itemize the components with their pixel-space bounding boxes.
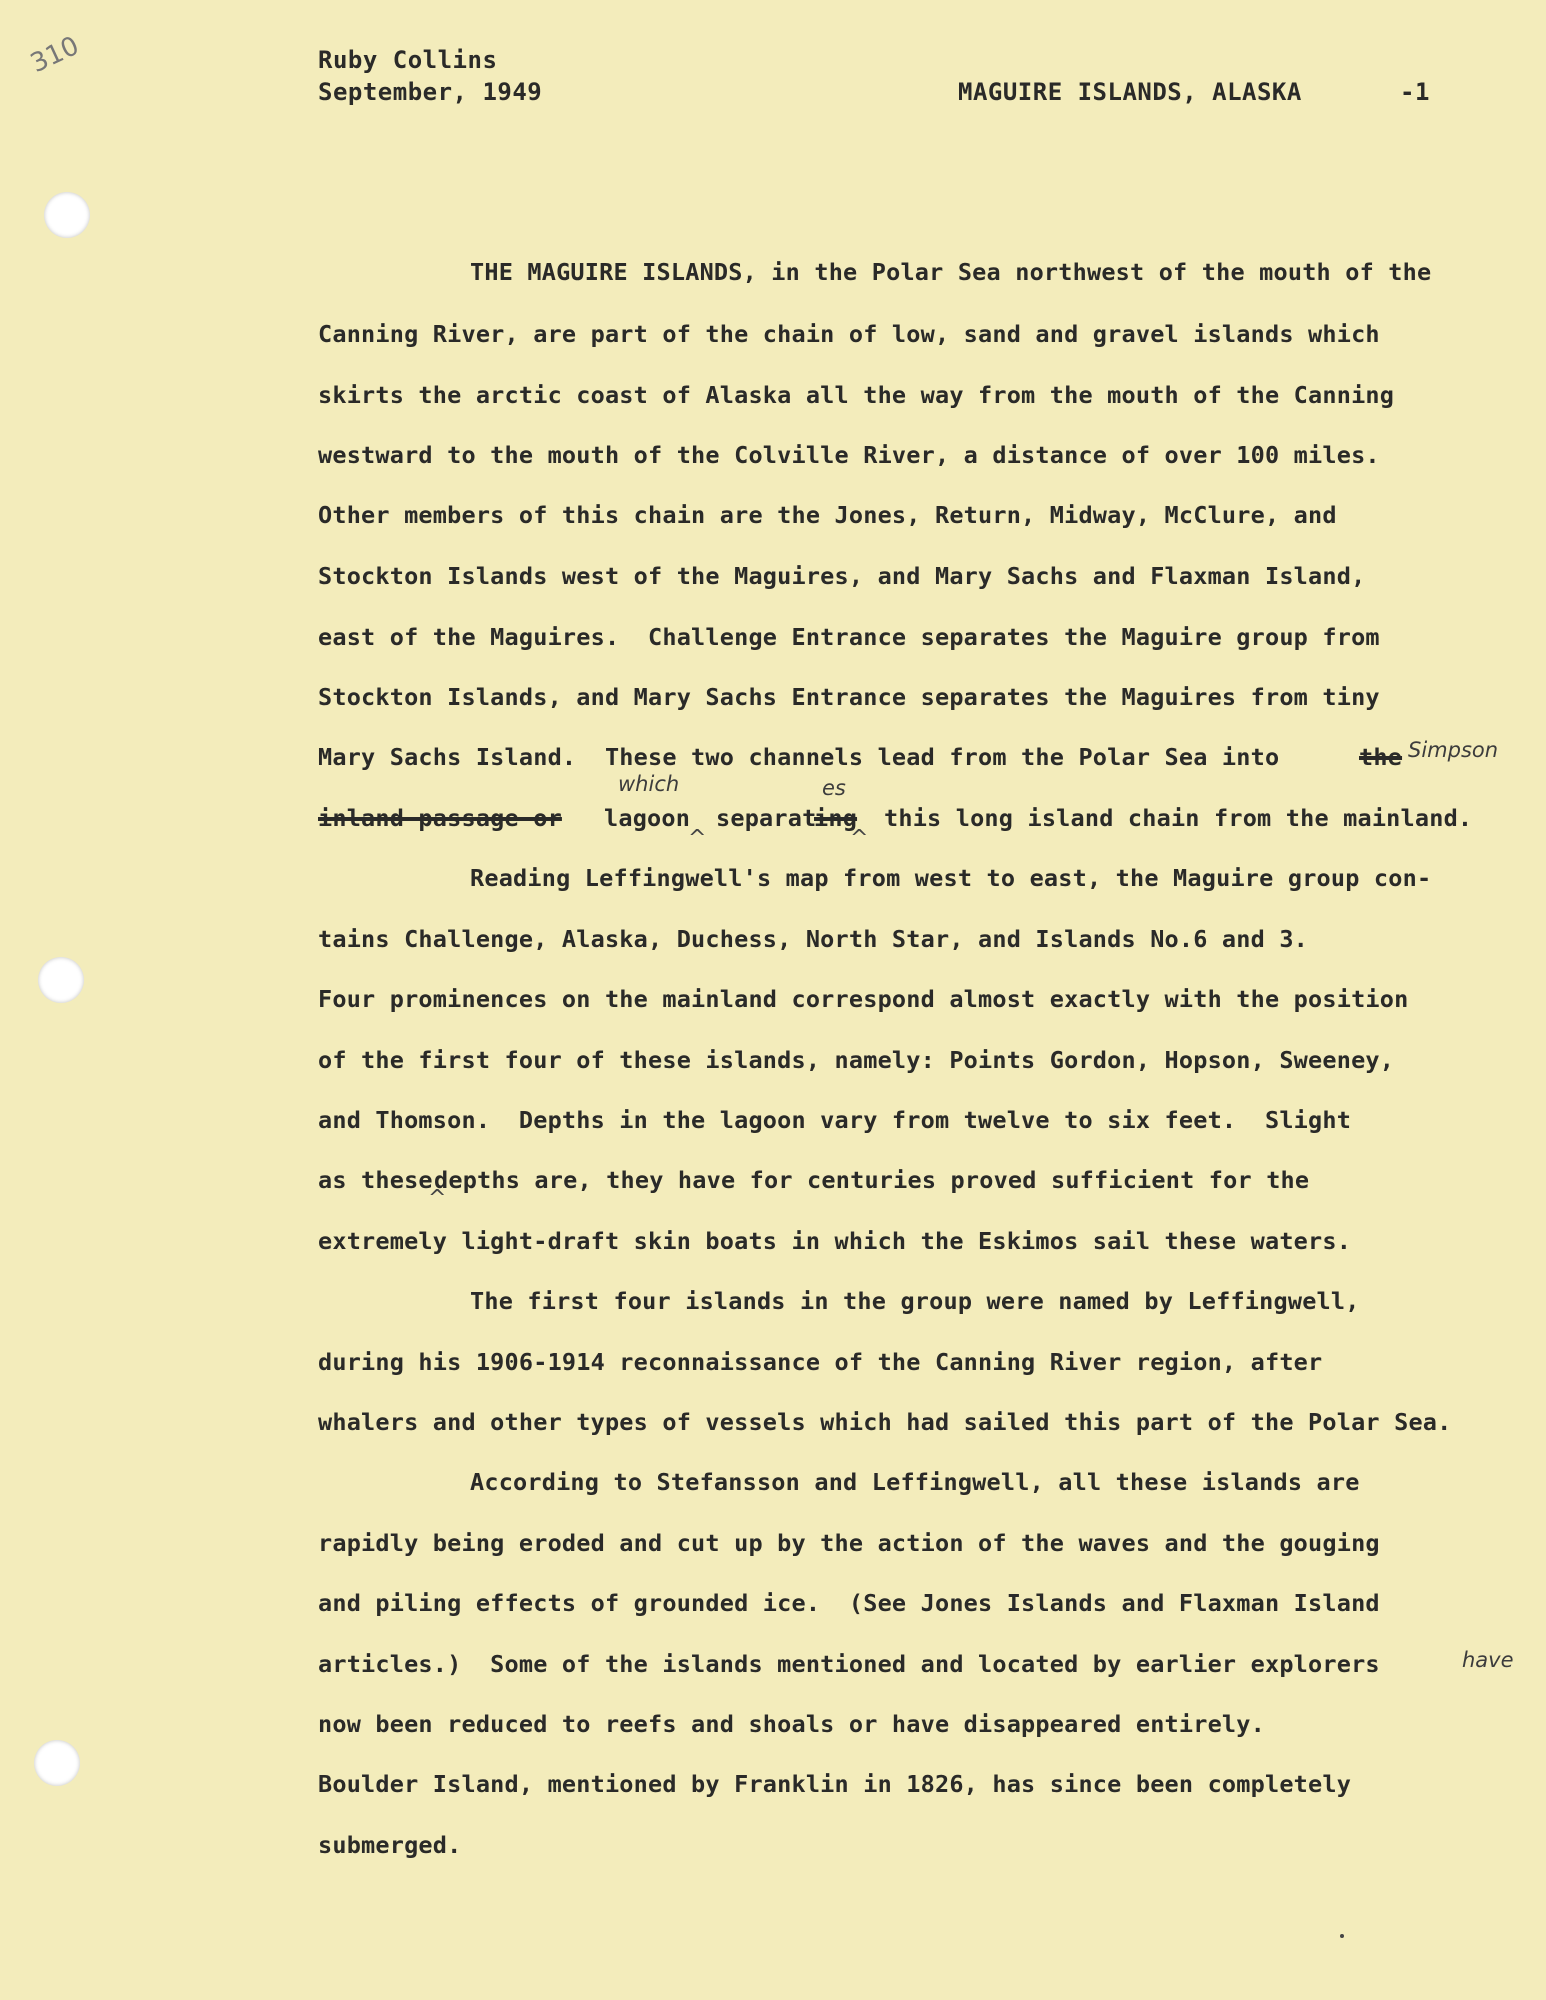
text-line: Reading Leffingwell's map from west to east, the Maguire group con- (470, 864, 1432, 892)
text-line: and Thomson. Depths in the lagoon vary from twelve to six feet. Slight (318, 1106, 1352, 1134)
punch-hole (34, 1740, 80, 1786)
struck-text: the (1359, 743, 1403, 771)
text-line: of the first four of these islands, namely: Points Gordon, Hopson, Sweeney, (318, 1046, 1395, 1074)
text-line: Stockton Islands west of the Maguires, and Mary Sachs and Flaxman Island, (318, 562, 1366, 590)
text-line: tains Challenge, Alaska, Duchess, North Star, and Islands No.6 and 3. (318, 925, 1309, 953)
struck-text: ing (814, 804, 858, 832)
page-number: -1 (1400, 78, 1430, 106)
text-line: whalers and other types of vessels which had sailed this part of the Polar Sea. (318, 1408, 1452, 1436)
text-line: separat (716, 804, 817, 832)
insertion-caret: ^ (688, 826, 707, 851)
text-line: Other members of this chain are the Jones, Return, Midway, McClure, and (318, 501, 1337, 529)
text-line: extremely light-draft skin boats in which the Eskimos sail these waters. (318, 1227, 1352, 1255)
author-name: Ruby Collins (318, 46, 498, 74)
punch-hole (38, 957, 84, 1003)
text-line: According to Stefansson and Leffingwell, all these islands are (470, 1468, 1360, 1496)
handwritten-insertion: which (618, 772, 680, 796)
text-line: THE MAGUIRE ISLANDS, in the Polar Sea northwest of the mouth of the (470, 258, 1432, 286)
text-line: rapidly being eroded and cut up by the action of the waves and the gouging (318, 1529, 1380, 1557)
text-line: as these (318, 1166, 433, 1194)
insertion-caret: ^ (850, 826, 869, 851)
text-line: submerged. (318, 1831, 462, 1859)
text-line: Stockton Islands, and Mary Sachs Entrance separates the Maguires from tiny (318, 683, 1380, 711)
punch-hole (44, 192, 90, 238)
text-line: east of the Maguires. Challenge Entrance separates the Maguire group from (318, 623, 1380, 651)
insertion-caret: ^ (428, 1186, 447, 1211)
text-line: Mary Sachs Island. These two channels lead from the Polar Sea into (318, 743, 1280, 771)
text-line: Canning River, are part of the chain of low, sand and gravel islands which (318, 320, 1380, 348)
text-line: skirts the arctic coast of Alaska all the way from the mouth of the Canning (318, 381, 1395, 409)
text-line: articles.) Some of the islands mentioned and located by earlier explorers (318, 1650, 1380, 1678)
text-line: this long island chain from the mainland. (884, 804, 1473, 832)
document-title: MAGUIRE ISLANDS, ALASKA (958, 78, 1302, 106)
text-line: Boulder Island, mentioned by Franklin in 1826, has since been completely (318, 1770, 1352, 1798)
text-line: and piling effects of grounded ice. (See Jones Islands and Flaxman Island (318, 1589, 1380, 1617)
handwritten-insertion: have (1462, 1648, 1514, 1672)
text-line: depths are, they have for centuries proved sufficient for the (434, 1166, 1310, 1194)
text-line: The first four islands in the group were named by Leffingwell, (470, 1287, 1360, 1315)
handwritten-insertion: Simpson (1408, 738, 1499, 762)
ink-mark (1340, 1934, 1344, 1938)
text-line: during his 1906-1914 reconnaissance of the Canning River region, after (318, 1348, 1323, 1376)
struck-text: inland passage or (318, 804, 562, 832)
document-date: September, 1949 (318, 78, 543, 106)
text-line: westward to the mouth of the Colville River, a distance of over 100 miles. (318, 441, 1380, 469)
text-line: lagoon (604, 804, 691, 832)
pencil-page-note: 310 (25, 30, 84, 80)
text-line: Four prominences on the mainland correspond almost exactly with the position (318, 985, 1409, 1013)
text-line: now been reduced to reefs and shoals or have disappeared entirely. (318, 1710, 1265, 1738)
handwritten-insertion: es (822, 776, 846, 800)
